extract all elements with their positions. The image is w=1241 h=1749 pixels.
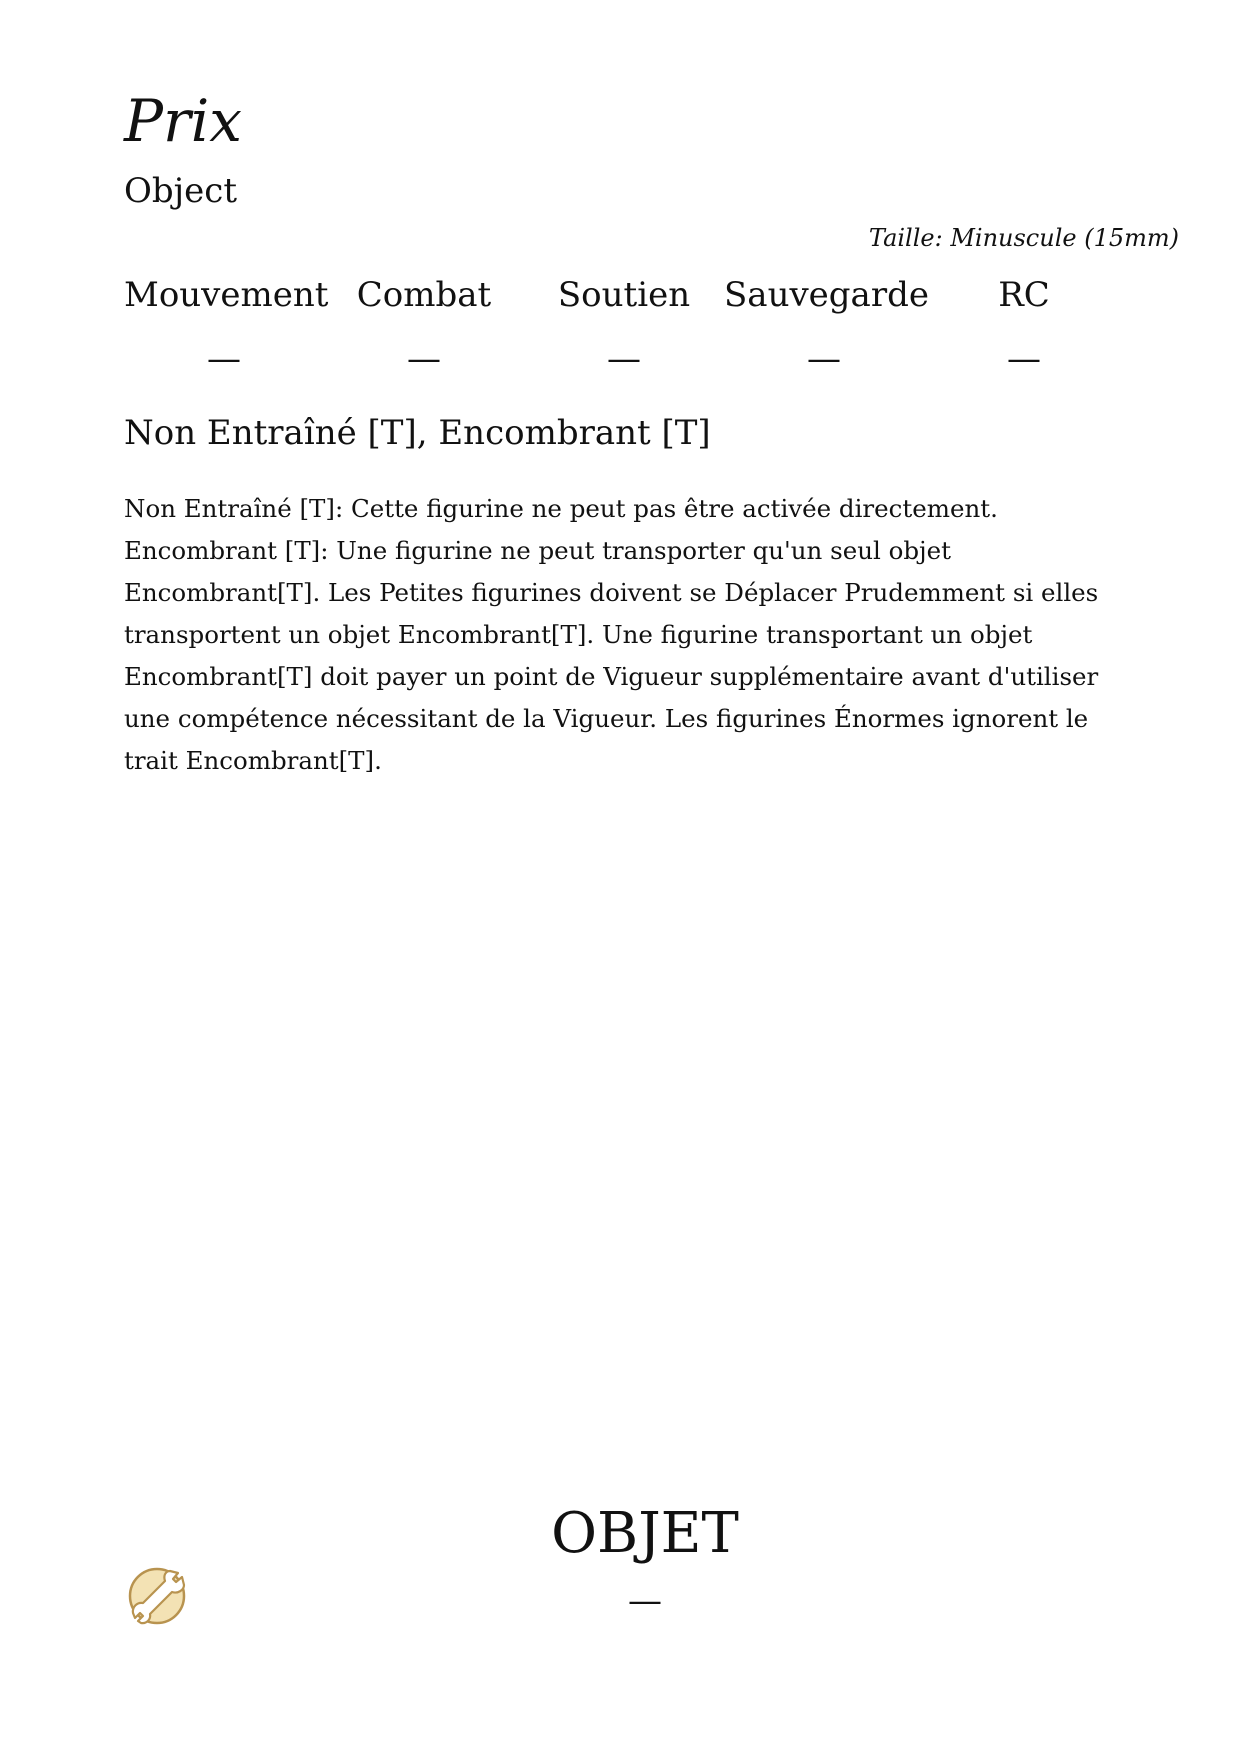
stat-label: Sauvegarde	[724, 275, 929, 315]
trait-cumbersome-rule: Encombrant [T]: Une figurine ne peut transporter qu'un seul objet Encombrant[T]. Les Petites figurines doivent se Déplacer Prudemment si elles transportent un objet Encombrant[T]. Une figurine transportant un objet Encombrant[T] doit payer un point de Vigueur supplémentaire avant d'utiliser une compétence nécessitant de la Vigueur. Les figurines Énormes ignorent le trait Encombrant[T].	[124, 536, 1099, 775]
trait-untrained-rule: Non Entraîné [T]: Cette figurine ne peut pas être activée directement.	[124, 494, 998, 523]
stat-movement	[124, 275, 329, 379]
stat-save	[724, 275, 929, 379]
stat-label: RC	[998, 275, 1050, 315]
stat-label: Soutien	[557, 275, 691, 315]
stat-value: —	[207, 339, 241, 379]
stat-label: Mouvement	[124, 275, 329, 315]
stat-rc	[924, 275, 1124, 379]
card-type: OBJET	[551, 1501, 739, 1566]
stat-value: —	[807, 339, 841, 379]
stat-value: —	[407, 339, 441, 379]
traits-line: Non Entraîné [T], Encombrant [T]	[124, 413, 711, 453]
stat-combat	[324, 275, 524, 379]
description	[124, 488, 1124, 782]
size-label: Taille: Minuscule (15mm)	[868, 224, 1179, 252]
stats-table	[124, 275, 1124, 379]
stat-value: —	[1007, 339, 1041, 379]
stat-value: —	[607, 339, 641, 379]
card-subtitle: Object	[124, 171, 238, 211]
stat-label: Combat	[356, 275, 492, 315]
card-type-value: —	[628, 1581, 662, 1621]
card-title: Prix	[124, 87, 243, 155]
stat-support	[524, 275, 724, 379]
